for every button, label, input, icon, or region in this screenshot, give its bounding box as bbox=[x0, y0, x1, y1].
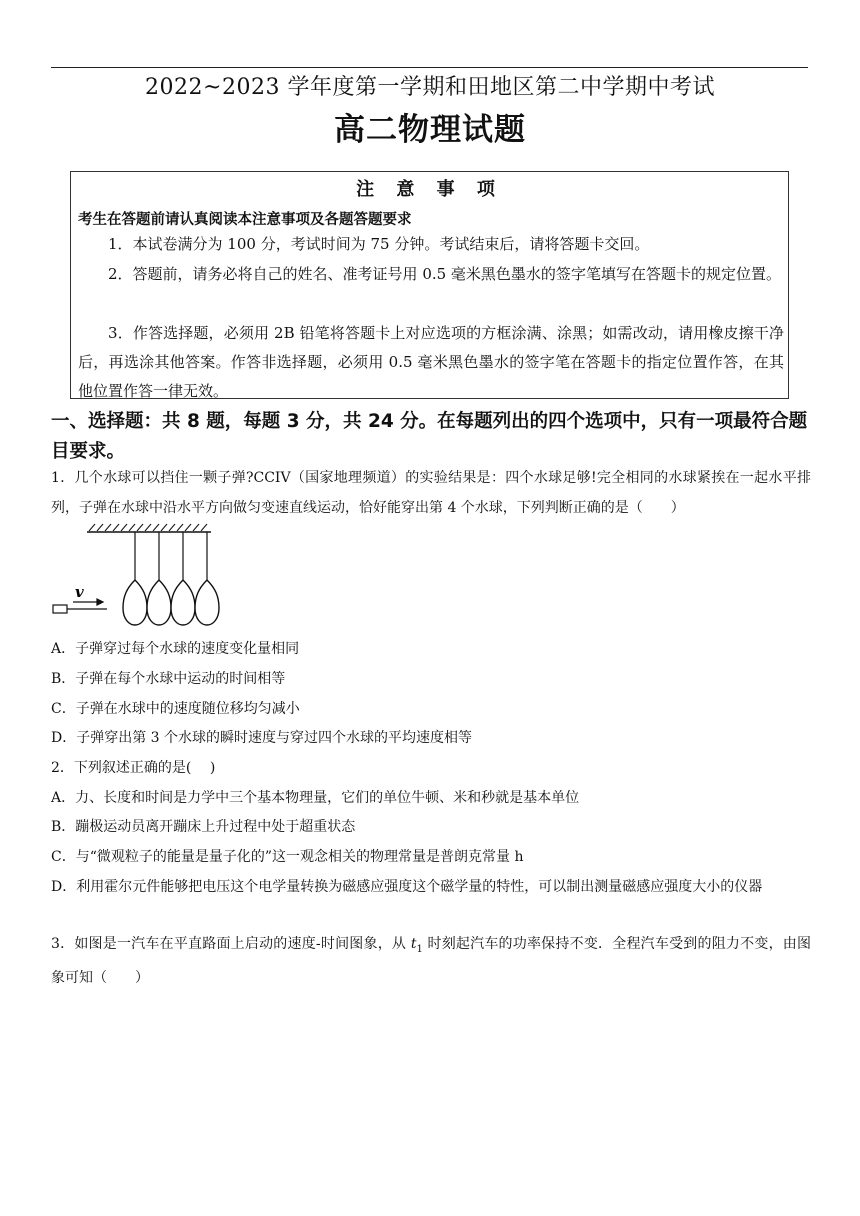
question-2-stem: 2．下列叙述正确的是( ) bbox=[51, 760, 216, 776]
question-1-option-a: A．子弹穿过每个水球的速度变化量相同 bbox=[51, 641, 300, 657]
water-ball-4 bbox=[195, 580, 219, 625]
water-balls bbox=[123, 580, 219, 625]
notice-title: 注 意 事 项 bbox=[356, 179, 503, 200]
notice-item-1: 1．本试卷满分为 100 分，考试时间为 75 分钟。考试结束后，请将答题卡交回。 bbox=[108, 235, 650, 253]
question-2-option-a: A．力、长度和时间是力学中三个基本物理量，它们的单位牛顿、米和秒就是基本单位 bbox=[51, 790, 580, 806]
header-rule bbox=[51, 67, 808, 68]
notice-item-2: 2．答题前，请务必将自己的姓名、准考证号用 0.5 毫米黑色墨水的签字笔填写在答题卡的规定位置。 bbox=[108, 265, 781, 283]
hanging-strings bbox=[135, 532, 207, 580]
question-3-stem-part-2: 时刻起汽车的功率保持不变．全程汽车受到的阻力不变，由图象可知（ ） bbox=[51, 936, 811, 987]
question-1-option-b: B．子弹在每个水球中运动的时间相等 bbox=[51, 671, 286, 687]
time-symbol: t bbox=[410, 936, 417, 952]
page-title: 高二物理试题 bbox=[334, 112, 526, 148]
water-balls-figure bbox=[51, 522, 221, 632]
notice-subtitle: 考生在答题前请认真阅读本注意事项及各题答题要求 bbox=[78, 212, 412, 228]
question-2-option-c: C．与“微观粒子的能量是量子化的”这一观念相关的物理常量是普朗克常量 h bbox=[51, 849, 524, 865]
notice-item-3: 3．作答选择题，必须用 2B 铅笔将答题卡上对应选项的方框涂满、涂黑；如需改动，请用橡皮擦干净后，再选涂其他答案。作答非选择题，必须用 0.5 毫米黑色墨水的签字笔在答题卡的指定位置作答，在其他位置作答一律无效。 bbox=[78, 324, 784, 400]
notice-box bbox=[70, 171, 789, 399]
question-1-option-d: D．子弹穿出第 3 个水球的瞬时速度与穿过四个水球的平均速度相等 bbox=[51, 730, 473, 746]
exam-header: 2022~2023 学年度第一学期和田地区第二中学期中考试 bbox=[145, 75, 715, 100]
question-2-option-b: B．蹦极运动员离开蹦床上升过程中处于超重状态 bbox=[51, 819, 356, 835]
time-subscript: 1 bbox=[416, 943, 423, 955]
question-2-option-d: D．利用霍尔元件能够把电压这个电学量转换为磁感应强度这个磁学量的特性，可以制出测量磁感应强度大小的仪器 bbox=[51, 879, 763, 895]
water-ball-1 bbox=[123, 580, 147, 625]
water-ball-2 bbox=[147, 580, 171, 625]
question-1-option-c: C．子弹在水球中的速度随位移均匀减小 bbox=[51, 701, 300, 717]
question-3-stem-part-1: 3．如图是一汽车在平直路面上启动的速度-时间图象，从 bbox=[51, 936, 411, 952]
water-ball-3 bbox=[171, 580, 195, 625]
velocity-label: v bbox=[75, 583, 84, 601]
ceiling-support bbox=[87, 524, 211, 532]
section-heading: 一、选择题：共 8 题，每题 3 分，共 24 分。在每题列出的四个选项中，只有一项最符合题目要求。 bbox=[51, 411, 808, 462]
question-1-stem: 1．几个水球可以挡住一颗子弹?CCIV（国家地理频道）的实验结果是：四个水球足够!完全相同的水球紧挨在一起水平排列，子弹在水球中沿水平方向做匀变速直线运动，恰好能穿出第 4 个水球，下列判断正确的是（ ） bbox=[51, 470, 811, 516]
bullet bbox=[53, 605, 107, 613]
question-3-stem bbox=[51, 930, 811, 994]
